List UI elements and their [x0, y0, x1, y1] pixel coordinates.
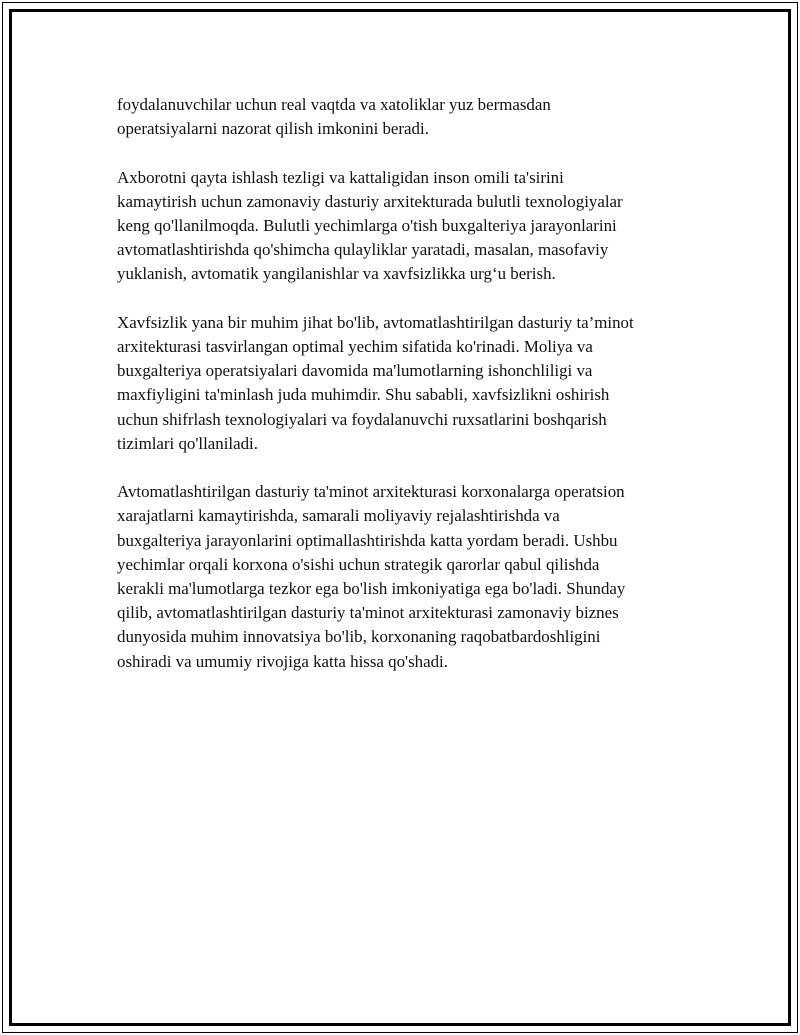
document-body — [117, 93, 697, 698]
paragraph-2: Axborotni qayta ishlash tezligi va kattaligidan inson omili ta'sirini kamaytirish uchun zamonaviy dasturiy arxitekturada bulutli texnologiyalar keng qo'llanilmoqda. Bulutli yechimlarga o'tish buxgalteriya jarayonlarini avtomatlashtirishda qo'shimcha qulayliklar yaratadi, masalan, masofaviy yuklanish, avtomatik yangilanishlar va xavfsizlikka urg‘u berish. — [117, 167, 623, 284]
paragraph-4: Avtomatlashtirilgan dasturiy ta'minot arxitekturasi korxonalarga operatsion xarajatlarni kamaytirishda, samarali moliyaviy rejalashtirishda va buxgalteriya jarayonlarini optimallashtirishda katta yordam beradi. Ushbu yechimlar orqali korxona o'sishi uchun strategik qarorlar qabul qilishda kerakli ma'lumotlarga tezkor ega bo'lish imkoniyatiga ega bo'ladi. Shunday qilib, avtomatlashtirilgan dasturiy ta'minot arxitekturasi zamonaviy biznes dunyosida muhim innovatsiya bo'lib, korxonaning raqobatbardoshligini oshiradi va umumiy rivojiga katta hissa qo'shadi. — [117, 482, 626, 671]
paragraph-1: foydalanuvchilar uchun real vaqtda va xatoliklar yuz bermasdan operatsiyalarni nazorat qilish imkonini beradi. — [117, 95, 551, 139]
paragraph-3: Xavfsizlik yana bir muhim jihat bo'lib, avtomatlashtirilgan dasturiy ta’minot arxitekturasi tasvirlangan optimal yechim sifatida ko'rinadi. Moliya va buxgalteriya operatsiyalari davomida ma'lumotlarning ishonchliligi va maxfiyligini ta'minlash juda muhimdir. Shu sababli, xavfsizlikni oshirish uchun shifrlash texnologiyalari va foydalanuvchi ruxsatlarini boshqarish tizimlari qo'llaniladi. — [117, 312, 634, 453]
